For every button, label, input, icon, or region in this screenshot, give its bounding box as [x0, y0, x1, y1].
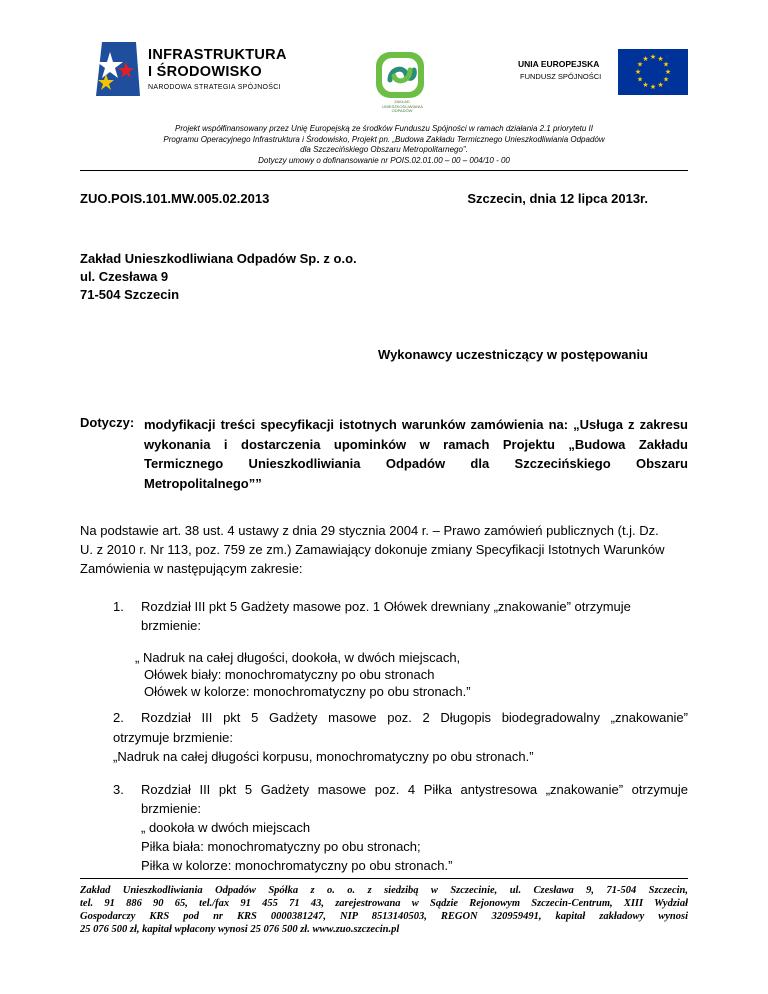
- intro-line2: U. z 2010 r. Nr 113, poz. 759 ze zm.) Zamawiający dokonuje zmiany Specyfikacji Istotnych Warunków: [80, 542, 665, 557]
- subject-line3: Termicznego Unieszkodliwiania Odpadów dla Szczecińskiego Obszaru: [144, 456, 688, 471]
- zuo-logo-line2: UNIESZKODLIWIANIA: [382, 103, 423, 109]
- item-quote-line1: „ dookoła w dwóch miejscach: [141, 820, 311, 835]
- item-quote-line3: Piłka w kolorze: monochromatyczny po obu stronach.”: [141, 858, 453, 873]
- subject-line2: wykonania i dostarczenia upominków w ramach Projektu „Budowa Zakładu: [144, 436, 688, 452]
- eu-title: UNIA EUROPEJSKA: [518, 59, 600, 69]
- item-line1: Rozdział III pkt 5 Gadżety masowe poz. 4 Piłka antystresowa „znakowanie” otrzymuje: [141, 782, 688, 797]
- footer-divider: [80, 878, 688, 879]
- zuo-logo-line3: ODPADÓW: [391, 108, 413, 113]
- eu-logo: [508, 43, 688, 95]
- item-quote-line1: „Nadruk na całej długości korpusu, monochromatyczny po obu stronach.”: [113, 749, 534, 764]
- project-line3: dla Szczecińskiego Obszaru Metropolitarnego”.: [300, 145, 468, 154]
- item-line2: brzmienie:: [141, 618, 201, 633]
- svg-text:★: ★: [649, 83, 657, 91]
- list-item: [113, 780, 688, 875]
- zuo-emblem-icon: [360, 48, 440, 100]
- header-divider: [80, 170, 688, 171]
- svg-text:★: ★: [662, 60, 670, 69]
- item-line1: Rozdział III pkt 5 Gadżety masowe poz. 1 Ołówek drewniany „znakowanie” otrzymuje: [141, 599, 631, 614]
- project-line1: Projekt współfinansowany przez Unię Europejską ze środków Funduszu Spójności w ramach działania 2.1 priorytetu II: [175, 124, 593, 133]
- item-line1: Rozdział III pkt 5 Gadżety masowe poz. 2 Długopis biodegradowalny „znakowanie”: [141, 710, 688, 725]
- subject-label: Dotyczy:: [80, 415, 135, 430]
- item-line2: otrzymuje brzmienie:: [113, 730, 233, 745]
- subject-line4: Metropolitalnego””: [144, 475, 262, 491]
- svg-text:★: ★: [657, 81, 664, 89]
- company-footer: [80, 884, 688, 936]
- infrastruktura-logo: [92, 40, 302, 100]
- item-quote-line3: Ołówek w kolorze: monochromatyczny po obu stronach.”: [144, 684, 471, 699]
- item-line2: brzmienie:: [141, 801, 201, 816]
- item-quote-line2: Piłka biała: monochromatyczny po obu stronach;: [141, 839, 421, 854]
- infra-title-line2: I ŚRODOWISKO: [148, 64, 262, 80]
- eu-flag-icon: [618, 49, 688, 95]
- svg-text:★: ★: [634, 68, 642, 76]
- svg-text:★: ★: [642, 81, 649, 89]
- sender-line2: ul. Czesława 9: [80, 269, 169, 284]
- item-number: 2.: [113, 710, 124, 725]
- footer-line1: Zakład Unieszkodliwiania Odpadów Spółka z o. o. z siedzibą w Szczecinie, ul. Czesława 9, 71-504 Szczecin,: [80, 885, 688, 896]
- svg-text:★: ★: [662, 75, 670, 84]
- sender-line1: Zakład Unieszkodliwiana Odpadów Sp. z o.o.: [80, 251, 357, 266]
- svg-text:★: ★: [649, 53, 657, 61]
- project-line4: Dotyczy umowy o dofinansowanie nr POIS.02.01.00 – 00 – 004/10 - 00: [258, 155, 510, 165]
- item-quote-line2: Ołówek biały: monochromatyczny po obu stronach: [144, 667, 435, 682]
- project-line2: Programu Operacyjnego Infrastruktura i Środowisko, Projekt pn. „Budowa Zakładu Termicznego Unieszkodliwiania Odpadów: [163, 134, 605, 144]
- footer-line2: tel. 91 886 90 65, tel./fax 91 455 71 43, zarejestrowana w Sądzie Rejonowym Szczecin-Centrum, XIII Wydział: [80, 898, 688, 909]
- letter-date: Szczecin, dnia 12 lipca 2013r.: [467, 191, 648, 206]
- infra-subtitle: NARODOWA STRATEGIA SPÓJNOŚCI: [148, 84, 281, 91]
- zuo-logo-line1: ZAKŁAD: [394, 99, 410, 104]
- svg-text:★: ★: [636, 75, 644, 84]
- item-number: 3.: [113, 782, 124, 797]
- subject-line1: modyfikacji treści specyfikacji istotnych warunków zamówienia na: „Usługa z zakresu: [144, 417, 688, 432]
- svg-text:★: ★: [664, 68, 672, 76]
- reference-number: ZUO.POIS.101.MW.005.02.2013: [80, 191, 270, 206]
- item-quote-line1: „ Nadruk na całej długości, dookoła, w dwóch miejscach,: [135, 650, 461, 665]
- list-item: [113, 708, 688, 768]
- recipient: Wykonawcy uczestniczący w postępowaniu: [378, 347, 648, 362]
- subject-text: [144, 415, 688, 493]
- zuo-logo: [360, 48, 440, 118]
- sender-line3: 71-504 Szczecin: [80, 287, 180, 302]
- project-info: [80, 124, 688, 166]
- footer-line4: 25 076 500 zł, kapitał wpłacony wynosi 25 076 500 zł. www.zuo.szczecin.pl: [80, 924, 400, 935]
- intro-paragraph: [80, 521, 690, 578]
- list-item: [113, 597, 688, 699]
- svg-text:★: ★: [642, 55, 649, 63]
- intro-line3: Zamówienia w następującym zakresie:: [80, 561, 303, 576]
- intro-line1: Na podstawie art. 38 ust. 4 ustawy z dnia 29 stycznia 2004 r. – Prawo zamówień publicznych (t.j. Dz.: [80, 523, 659, 538]
- svg-text:★: ★: [636, 60, 644, 69]
- zuo-logo-text: [382, 100, 422, 114]
- eu-subtitle: FUNDUSZ SPÓJNOŚCI: [520, 72, 602, 81]
- item-number: 1.: [113, 599, 124, 614]
- sender-address: [80, 250, 357, 304]
- infra-title-line1: INFRASTRUKTURA: [148, 47, 287, 63]
- footer-line3: Gospodarczy KRS pod nr KRS 0000381247, NIP 8513140503, REGON 320959491, kapitał zakładowy wynosi: [80, 911, 688, 922]
- star-flag-icon: [92, 40, 148, 100]
- svg-text:★: ★: [657, 55, 664, 63]
